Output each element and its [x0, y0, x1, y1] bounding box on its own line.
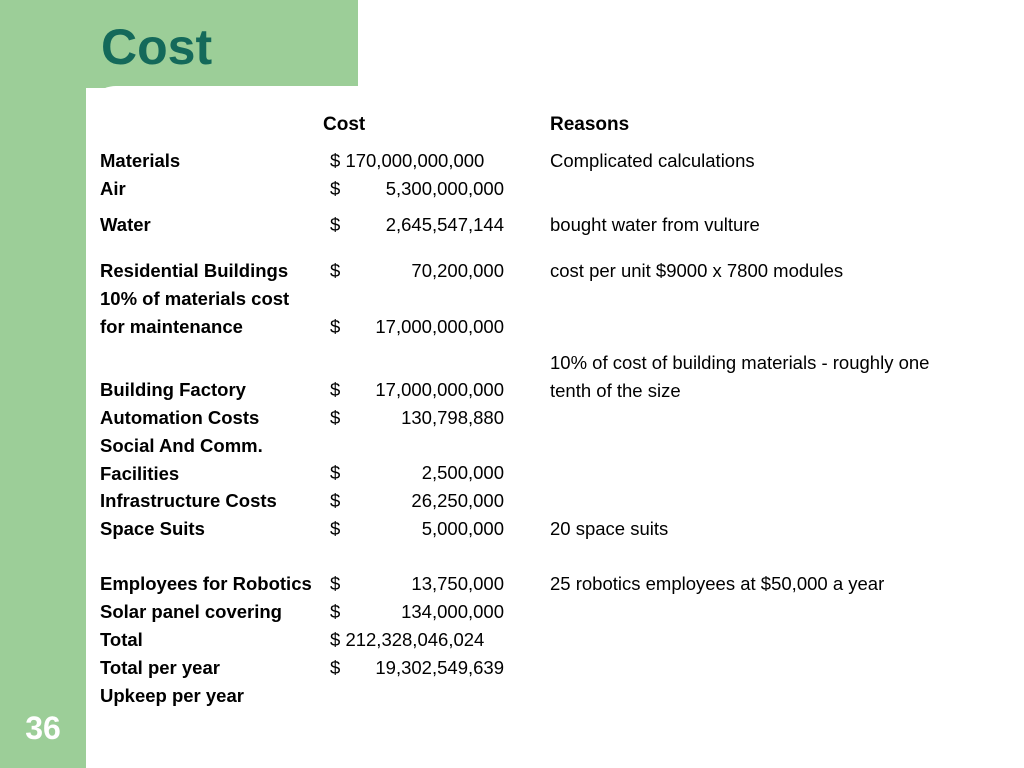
row-amount — [330, 147, 510, 175]
row-label: Materials — [100, 150, 181, 171]
row-amount: 5,000,000 — [421, 518, 504, 539]
row-amount: 134,000,000 — [401, 601, 504, 622]
row-reason: 10% of cost of building materials - roughly one tenth of the size — [550, 352, 930, 401]
currency-symbol: $ — [330, 518, 341, 539]
currency-symbol: $ — [330, 316, 341, 337]
row-amount-value: 170,000,000,000 — [345, 150, 485, 171]
row-reason: 20 space suits — [550, 518, 669, 539]
row-reason: cost per unit $9000 x 7800 modules — [550, 260, 844, 281]
row-label: Residential Buildings — [100, 260, 289, 281]
row-reason: Complicated calculations — [550, 150, 755, 171]
slide-number: 36 — [25, 710, 61, 746]
page-title: Cost — [101, 19, 213, 75]
row-amount: 17,000,000,000 — [375, 316, 504, 337]
row-reason: 25 robotics employees at $50,000 a year — [550, 573, 885, 594]
row-label: Total per year Upkeep per year — [100, 657, 244, 706]
row-label: Solar panel covering — [100, 601, 282, 622]
row-label: Building Factory — [100, 379, 246, 400]
row-amount — [330, 626, 510, 654]
currency-symbol: $ — [330, 379, 341, 400]
currency-symbol: $ — [330, 490, 341, 511]
row-amount: 5,300,000,000 — [385, 178, 504, 199]
currency-symbol: $ — [330, 462, 341, 483]
row-amount: 130,798,880 — [401, 407, 504, 428]
row-amount: 2,500,000 — [421, 462, 504, 483]
row-amount: 26,250,000 — [411, 490, 504, 511]
currency-symbol: $ — [330, 629, 341, 650]
currency-symbol: $ — [330, 407, 341, 428]
row-label: Water — [100, 214, 151, 235]
row-amount: 70,200,000 — [411, 260, 504, 281]
currency-symbol: $ — [330, 150, 341, 171]
column-header-cost: Cost — [323, 114, 366, 135]
row-label: Automation Costs — [100, 407, 260, 428]
left-green-band — [0, 0, 86, 768]
row-amount: 19,302,549,639 — [375, 657, 504, 678]
currency-symbol: $ — [330, 178, 341, 199]
row-label: Total — [100, 629, 143, 650]
row-reason: bought water from vulture — [550, 214, 760, 235]
row-amount-value: 212,328,046,024 — [345, 629, 485, 650]
row-label: Employees for Robotics — [100, 573, 312, 594]
row-label: Space Suits — [100, 518, 205, 539]
currency-symbol: $ — [330, 601, 341, 622]
row-amount: 13,750,000 — [411, 573, 504, 594]
currency-symbol: $ — [330, 573, 341, 594]
currency-symbol: $ — [330, 657, 341, 678]
row-amount: 17,000,000,000 — [375, 379, 504, 400]
row-label: Air — [100, 178, 126, 199]
row-label: 10% of materials cost for maintenance — [100, 288, 290, 337]
currency-symbol: $ — [330, 214, 341, 235]
currency-symbol: $ — [330, 260, 341, 281]
row-label: Social And Comm. Facilities — [100, 435, 263, 484]
row-label: Infrastructure Costs — [100, 490, 277, 511]
row-amount: 2,645,547,144 — [385, 214, 504, 235]
column-header-reasons: Reasons — [550, 114, 630, 135]
